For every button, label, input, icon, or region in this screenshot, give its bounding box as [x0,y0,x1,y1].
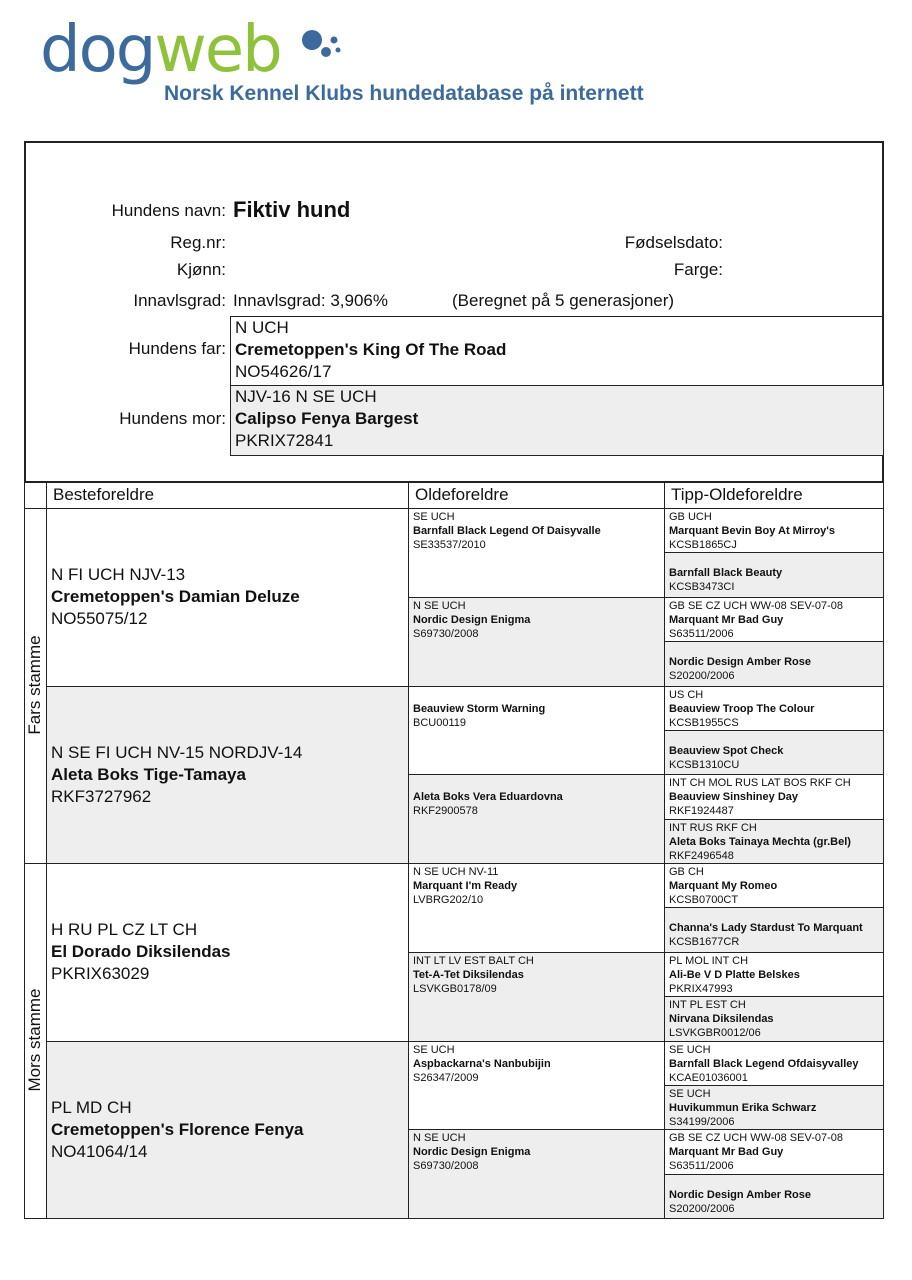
greatgrandparent-name: Marquant I'm Ready [413,880,518,892]
greatgrandparent-name: Aspbackarna's Nanbubijin [413,1057,551,1070]
greatgreat-title: INT RUS RKF CH [669,821,757,834]
greatgreat-name: Huvikummun Erika Schwarz [669,1101,817,1114]
greatgreat-name: Marquant Mr Bad Guy [669,1146,784,1159]
greatgrandparent-cell[interactable] [408,863,665,953]
greatgrandparent-name: Tet-A-Tet Diksilendas [413,968,524,981]
greatgrandparent-cell[interactable] [408,1129,665,1219]
greatgreat-reg: S63511/2006 [669,627,734,640]
grandparent-reg: NO55075/12 [51,609,148,629]
grandparent-title: H RU PL CZ LT CH [51,920,198,940]
greatgrandparent-cell[interactable] [408,774,665,864]
greatgreat-name: Marquant My Romeo [669,880,778,892]
header-greatgreat: Tipp-Oldeforeldre [664,482,884,509]
dam-box[interactable] [230,385,884,456]
inbreeding-note: (Beregnet på 5 generasjoner) [452,291,675,310]
greatgreat-title: SE UCH [669,1043,711,1056]
grandparent-title: N FI UCH NJV-13 [51,565,186,585]
sire-label: Hundens far: [128,339,226,358]
greatgrandparent-reg: BCU00119 [413,716,466,729]
greatgrandparent-cell[interactable] [408,508,665,598]
greatgreat-cell[interactable] [664,996,884,1041]
greatgrandparent-name: Aleta Boks Vera Eduardovna [413,791,563,804]
logo-web-text: web [154,13,281,87]
greatgrandparent-name: Nordic Design Enigma [413,613,531,626]
grandparent-cell[interactable] [46,686,409,865]
greatgreat-reg: PKRIX47993 [669,982,733,995]
greatgrandparent-name: Barnfall Black Legend Of Daisyvalle [413,525,601,537]
greatgrandparent-title: INT LT LV EST BALT CH [413,954,534,967]
header-greatgrandparents: Oldeforeldre [408,482,665,509]
greatgrandparent-reg: S69730/2008 [413,1160,479,1173]
greatgrandparent-reg: SE33537/2010 [413,539,486,551]
grandparent-name: Cremetoppen's Damian Deluze [51,587,300,607]
inbreeding-label: Innavlsgrad: [133,291,226,310]
grandparent-title: N SE FI UCH NV-15 NORDJV-14 [51,742,303,762]
greatgrandparent-reg: LSVKGB0178/09 [413,982,497,995]
greatgreat-cell[interactable] [664,508,884,553]
name-label: Hundens navn: [111,201,226,220]
greatgrandparent-cell[interactable] [408,952,665,1042]
greatgreat-title: PL MOL INT CH [669,954,749,967]
greatgreat-cell[interactable] [664,730,884,775]
greatgrandparent-cell[interactable] [408,1041,665,1131]
sire-box[interactable] [230,316,884,386]
inbreeding-value: Innavlsgrad: 3,906% [233,291,388,310]
greatgreat-cell[interactable] [664,863,884,908]
greatgreat-cell[interactable] [664,1085,884,1130]
greatgreat-name: Barnfall Black Beauty [669,567,783,580]
greatgrandparent-reg: RKF2900578 [413,805,478,818]
greatgrandparent-reg: S26347/2009 [413,1071,479,1084]
dam-label: Hundens mor: [119,409,226,428]
greatgreat-reg: KCSB0700CT [669,894,739,906]
greatgreat-cell[interactable] [664,819,884,864]
birth-label: Fødselsdato: [624,233,723,252]
greatgreat-reg: KCSB1310CU [669,758,740,771]
greatgreat-title: GB SE CZ UCH WW-08 SEV-07-08 [669,599,844,612]
greatgreat-title: INT PL EST CH [669,999,746,1012]
grandparent-name: Aleta Boks Tige-Tamaya [51,764,246,784]
greatgreat-title: GB CH [669,866,704,878]
greatgreat-reg: KCSB1865CJ [669,539,737,551]
greatgreat-reg: KCSB1955CS [669,716,739,729]
greatgreat-name: Beauview Sinshiney Day [669,791,798,804]
header-grandparents: Besteforeldre [46,482,409,509]
dam-name: Calipso Fenya Bargest [235,409,419,428]
greatgreat-name: Marquant Bevin Boy At Mirroy's [669,525,836,537]
sire-title: N UCH [235,318,289,337]
greatgreat-reg: LSVKGBR0012/06 [669,1027,761,1040]
greatgreat-cell[interactable] [664,952,884,997]
greatgreat-title: INT CH MOL RUS LAT BOS RKF CH [669,777,851,790]
grandparent-reg: RKF3727962 [51,786,152,806]
dam-reg: PKRIX72841 [235,431,334,450]
greatgreat-name: Beauview Spot Check [669,744,784,757]
greatgreat-name: Nirvana Diksilendas [669,1013,774,1026]
grandparent-cell[interactable] [46,863,409,1042]
greatgrandparent-name: Nordic Design Enigma [413,1146,531,1159]
sire-reg: NO54626/17 [235,362,332,381]
grandparent-name: El Dorado Diksilendas [51,942,231,962]
greatgrandparent-title: N SE UCH NV-11 [413,866,499,878]
greatgreat-cell[interactable] [664,1129,884,1174]
greatgreat-reg: RKF1924487 [669,805,734,818]
greatgreat-reg: S20200/2006 [669,1202,735,1215]
dam-title: NJV-16 N SE UCH [235,387,377,406]
greatgreat-cell[interactable] [664,641,884,686]
greatgreat-reg: S63511/2006 [669,1160,734,1173]
header-corner [24,482,47,509]
greatgreat-reg: KCSB1677CR [669,936,740,949]
greatgreat-reg: RKF2496548 [669,849,734,862]
grandparent-reg: PKRIX63029 [51,964,150,984]
greatgreat-title: SE UCH [669,1087,711,1100]
sex-label: Kjønn: [176,260,226,279]
greatgreat-cell[interactable] [664,686,884,731]
sire-side-label: Fars stamme [25,634,44,735]
grandparent-cell[interactable] [46,508,409,687]
dog-name: Fiktiv hund [233,197,351,222]
grandparent-title: PL MD CH [51,1097,132,1117]
greatgreat-reg: KCAE01036001 [669,1071,748,1084]
greatgreat-name: Ali-Be V D Platte Belskes [669,968,800,981]
logo-dots-icon [300,28,344,62]
grandparent-cell[interactable] [46,1041,409,1220]
greatgreat-cell[interactable] [664,1174,884,1219]
greatgrandparent-reg: S69730/2008 [413,627,479,640]
greatgrandparent-title: SE UCH [413,1043,455,1056]
greatgreat-cell[interactable] [664,552,884,597]
greatgrandparent-cell[interactable] [408,597,665,687]
greatgreat-name: Nordic Design Amber Rose [669,656,812,669]
greatgrandparent-title: N SE UCH [413,599,466,612]
grandparent-name: Cremetoppen's Florence Fenya [51,1119,304,1139]
greatgreat-title: GB UCH [669,511,712,523]
greatgreat-reg: S20200/2006 [669,670,735,683]
dam-side-label: Mors stamme [25,988,44,1091]
greatgrandparent-title: N SE UCH [413,1132,466,1145]
logo-subtitle: Norsk Kennel Klubs hundedatabase på internett [164,82,644,105]
greatgreat-name: Nordic Design Amber Rose [669,1188,812,1201]
greatgreat-cell[interactable] [664,1041,884,1086]
greatgreat-title: GB SE CZ UCH WW-08 SEV-07-08 [669,1132,844,1145]
greatgreat-name: Beauview Troop The Colour [669,702,815,715]
logo-dog-text: dog [40,13,155,87]
greatgreat-cell[interactable] [664,774,884,819]
greatgreat-cell[interactable] [664,907,884,952]
greatgrandparent-reg: LVBRG202/10 [413,894,484,906]
greatgreat-cell[interactable] [664,597,884,642]
grandparent-reg: NO41064/14 [51,1141,148,1161]
greatgreat-name: Aleta Boks Tainaya Mechta (gr.Bel) [669,835,851,848]
sire-name: Cremetoppen's King Of The Road [235,340,507,359]
color-label: Farge: [673,260,723,279]
greatgrandparent-name: Beauview Storm Warning [413,702,546,715]
greatgreat-title: US CH [669,688,704,701]
greatgreat-reg: S34199/2006 [669,1115,735,1128]
greatgreat-name: Barnfall Black Legend Ofdaisyvalley [669,1057,859,1070]
logo [40,13,281,87]
greatgreat-name: Channa's Lady Stardust To Marquant [669,922,863,935]
greatgreat-name: Marquant Mr Bad Guy [669,613,784,626]
greatgreat-reg: KCSB3473CI [669,581,735,594]
greatgrandparent-cell[interactable] [408,686,665,776]
greatgrandparent-title: SE UCH [413,511,455,523]
regnr-label: Reg.nr: [170,233,226,252]
